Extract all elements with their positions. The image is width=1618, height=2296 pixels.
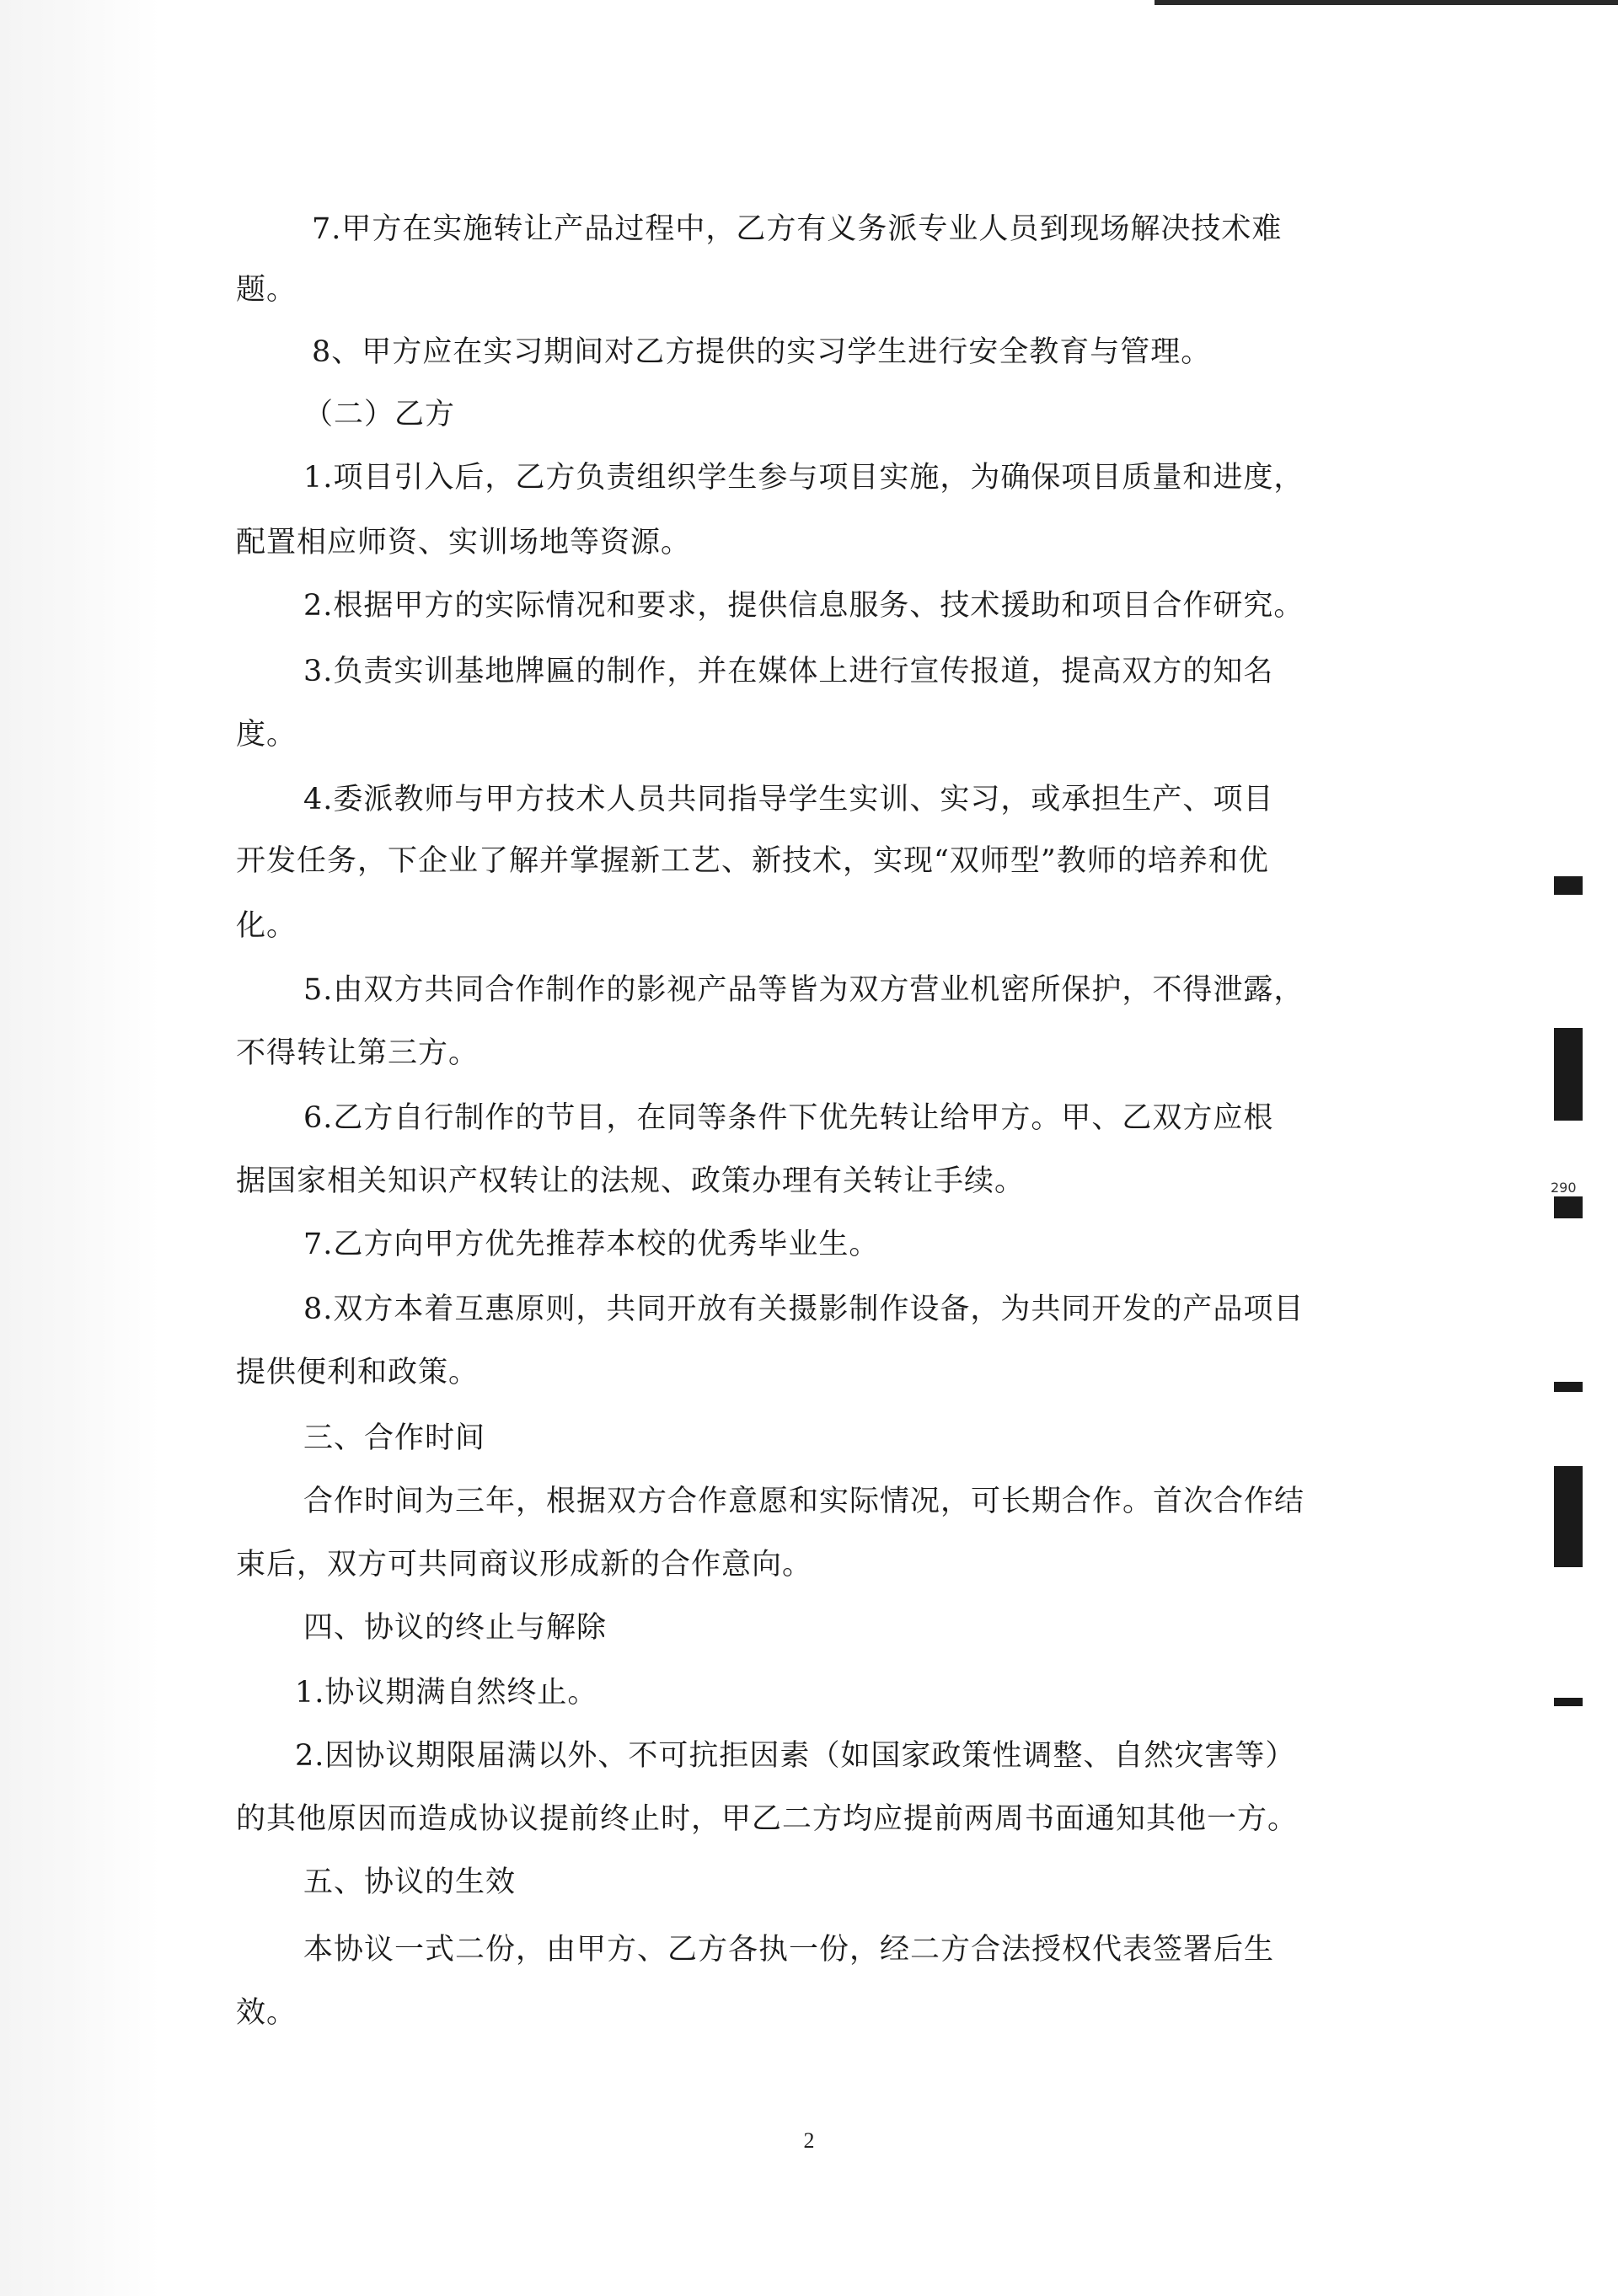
- paragraph-line: 8、甲方应在实习期间对乙方提供的实习学生进行安全教育与管理。: [312, 335, 1212, 369]
- section-heading: 五、协议的生效: [303, 1865, 517, 1899]
- paragraph-line: 2.因协议期限届满以外、不可抗拒因素（如国家政策性调整、自然灾害等）: [295, 1739, 1296, 1773]
- paragraph-line: 本协议一式二份，由甲方、乙方各执一份，经二方合法授权代表签署后生: [303, 1933, 1275, 1967]
- paragraph-line: 度。: [236, 718, 297, 752]
- paragraph-line: 效。: [236, 1996, 297, 2030]
- paragraph-line: 7.乙方向甲方优先推荐本校的优秀毕业生。: [303, 1228, 880, 1261]
- paragraph-line: 据国家相关知识产权转让的法规、政策办理有关转让手续。: [236, 1164, 1026, 1198]
- margin-marks: 290: [1551, 1180, 1577, 1196]
- paragraph-line: 1.协议期满自然终止。: [295, 1676, 598, 1710]
- paragraph-line: 4.委派教师与甲方技术人员共同指导学生实训、实习，或承担生产、项目: [303, 783, 1274, 816]
- paragraph-line: 不得转让第三方。: [236, 1036, 480, 1070]
- paragraph-line: 提供便利和政策。: [236, 1356, 480, 1389]
- page-number: 2: [803, 2128, 815, 2153]
- paragraph-line: 5.由双方共同合作制作的影视产品等皆为双方营业机密所保护，不得泄露，: [303, 973, 1305, 1007]
- paragraph-line: 1.项目引入后，乙方负责组织学生参与项目实施，为确保项目质量和进度，: [303, 461, 1305, 495]
- scan-edge: [1155, 0, 1618, 5]
- paragraph-line: 7.甲方在实施转让产品过程中，乙方有义务派专业人员到现场解决技术难: [312, 212, 1283, 246]
- paragraph-line: 的其他原因而造成协议提前终止时，甲乙二方均应提前两周书面通知其他一方。: [236, 1802, 1299, 1836]
- paragraph-line: 8.双方本着互惠原则，共同开放有关摄影制作设备，为共同开发的产品项目: [303, 1293, 1305, 1326]
- scan-shadow: [0, 0, 160, 2296]
- paragraph-line: 6.乙方自行制作的节目，在同等条件下优先转让给甲方。甲、乙双方应根: [303, 1101, 1274, 1135]
- section-heading: 三、合作时间: [303, 1421, 486, 1455]
- paragraph-line: 配置相应师资、实训场地等资源。: [236, 526, 692, 559]
- section-heading: （二）乙方: [303, 398, 456, 431]
- section-heading: 四、协议的终止与解除: [303, 1611, 608, 1645]
- paragraph-line: 开发任务，下企业了解并掌握新工艺、新技术，实现“双师型”教师的培养和优: [236, 844, 1269, 878]
- paragraph-line: 3.负责实训基地牌匾的制作，并在媒体上进行宣传报道，提高双方的知名: [303, 655, 1274, 688]
- paragraph-line: 合作时间为三年，根据双方合作意愿和实际情况，可长期合作。首次合作结: [303, 1485, 1305, 1518]
- paragraph-line: 化。: [236, 909, 297, 943]
- paragraph-line: 题。: [236, 273, 297, 307]
- paragraph-line: 2.根据甲方的实际情况和要求，提供信息服务、技术援助和项目合作研究。: [303, 589, 1305, 623]
- paragraph-line: 束后，双方可共同商议形成新的合作意向。: [236, 1548, 813, 1582]
- binding-marks: [1551, 876, 1584, 1719]
